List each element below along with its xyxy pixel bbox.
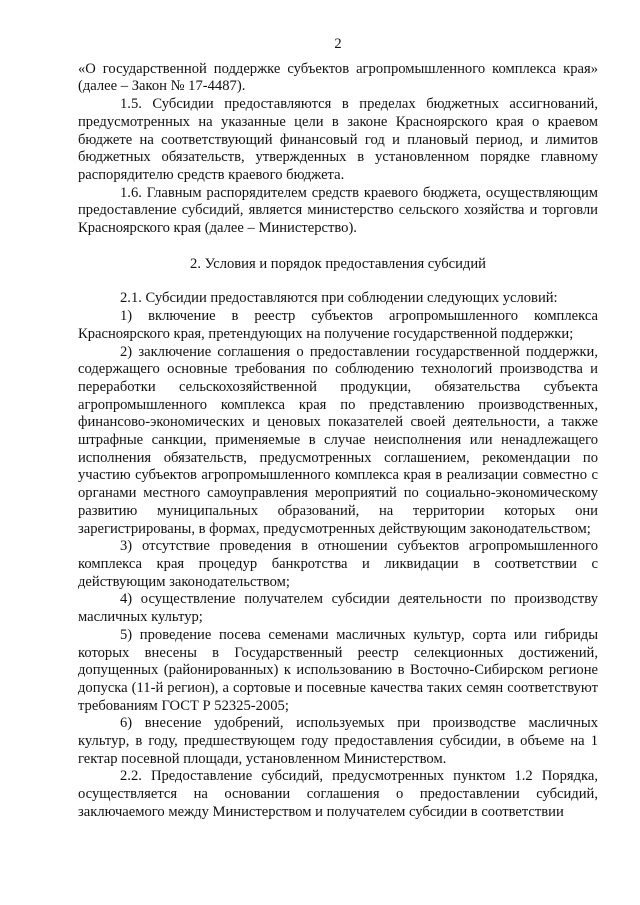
paragraph-2-2: 2.2. Предоставление субсидий, предусмотренных пунктом 1.2 Порядка, осуществляется на основании соглашения о предоставлении субсидий, заключаемого между Министерством и получателем субсидии в соответствии — [78, 768, 598, 820]
condition-4: 4) осуществление получателем субсидии деятельности по производству масличных культур; — [78, 591, 598, 626]
section-2-paragraphs — [78, 290, 598, 821]
condition-1: 1) включение в реестр субъектов агропромышленного комплекса Красноярского края, претендующих на получение государственной поддержки; — [78, 308, 598, 342]
section-heading: 2. Условия и порядок предоставления субсидий — [190, 255, 486, 272]
paragraph-law-reference: «О государственной поддержке субъектов агропромышленного комплекса края» (далее – Закон № 17-4487). — [78, 60, 598, 95]
condition-3: 3) отсутствие проведения в отношении субъектов агропромышленного комплекса края процедур банкротства и ликвидации в соответствии с действующим законодательством; — [78, 538, 598, 590]
paragraph-2-1: 2.1. Субсидии предоставляются при соблюдении следующих условий: — [120, 290, 558, 307]
paragraph-1-6: 1.6. Главным распорядителем средств краевого бюджета, осуществляющим предоставление субсидий, является министерство сельского хозяйства и торговли Красноярского края (далее – Министерство). — [78, 184, 598, 237]
page-number: 2 — [334, 36, 342, 52]
document-page — [78, 36, 598, 822]
condition-5: 5) проведение посева семенами масличных культур, сорта или гибриды которых внесены в Государственный реестр селекционных достижений, допущенных (районированных) к использованию в Восточно-Сибирском регионе допуска (11-й регион), а сортовые и посевные качества таких семян соответствуют требованиям ГОСТ Р 52325-2005; — [78, 626, 598, 714]
intro-paragraphs — [78, 61, 598, 238]
condition-6: 6) внесение удобрений, используемых при производстве масличных культур, в году, предшествующем году предоставления субсидии, в объеме на 1 гектар посевной площади, установленном Министерством. — [78, 715, 598, 767]
paragraph-1-5: 1.5. Субсидии предоставляются в пределах бюджетных ассигнований, предусмотренных на указанные цели в законе Красноярского края о краевом бюджете на соответствующий финансовый год и плановый период, и лимитов бюджетных обязательств, утвержденных в установленном порядке главному распорядителю средств краевого бюджета. — [78, 96, 598, 183]
condition-2: 2) заключение соглашения о предоставлении государственной поддержки, содержащего основные требования по соблюдению технологий производства и переработки сельскохозяйственной продукции, обязательства субъекта агропромышленного комплекса края по представлению производственных, финансово-экономических и ценовых показателей своей деятельности, а также штрафные санкции, применяемые в случае неисполнения или ненадлежащего исполнения обязательств, предусмотренных соглашением, рекомендации по участию субъектов агропромышленного комплекса края в реализации совместно с органами местного самоуправления мероприятий по социально-экономическому развитию муниципальных образований, на территории которых они зарегистрированы, в формах, предусмотренных действующим законодательством; — [78, 343, 598, 537]
